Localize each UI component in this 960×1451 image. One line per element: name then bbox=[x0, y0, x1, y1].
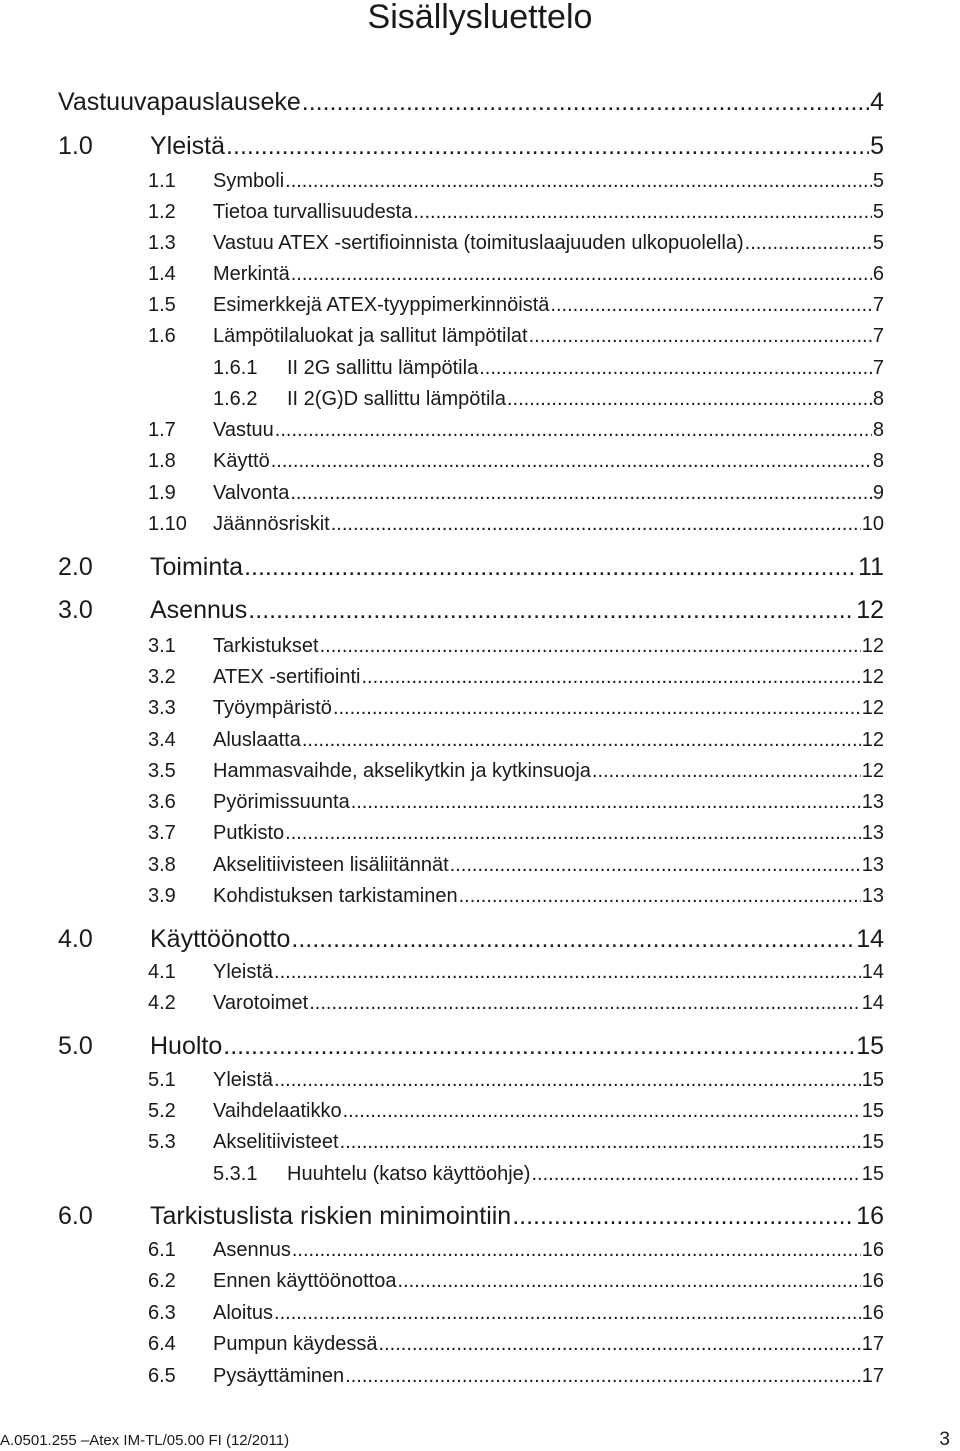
toc-entry-number: 1.9 bbox=[148, 482, 176, 504]
toc-entry[interactable] bbox=[148, 958, 884, 986]
toc-entry-number: 6.0 bbox=[58, 1202, 93, 1230]
toc-entry-page: 13 bbox=[861, 885, 884, 907]
toc-entry-page: 15 bbox=[856, 1032, 884, 1060]
toc-entry-title: Vaihdelaatikko bbox=[213, 1100, 342, 1122]
toc-entry[interactable] bbox=[148, 757, 884, 785]
toc-entry-page: 7 bbox=[872, 357, 884, 379]
toc-entry-number: 4.1 bbox=[148, 961, 176, 983]
toc-entry-title: Aluslaatta bbox=[213, 729, 301, 751]
toc-entry-number: 4.0 bbox=[58, 925, 93, 953]
toc-entry[interactable] bbox=[148, 694, 884, 722]
toc-entry-page: 10 bbox=[861, 513, 884, 535]
toc-entry-number: 1.1 bbox=[148, 170, 176, 192]
toc-entry-title: Hammasvaihde, akselikytkin ja kytkinsuoja bbox=[213, 760, 591, 782]
toc-entry-page: 4 bbox=[870, 88, 884, 116]
toc-leader-dots bbox=[274, 958, 861, 986]
toc-entry-page: 6 bbox=[872, 263, 884, 285]
toc-leader-dots bbox=[285, 819, 861, 847]
toc-entry-page: 9 bbox=[872, 482, 884, 504]
toc-entry[interactable] bbox=[148, 726, 884, 754]
toc-entry-number: 1.4 bbox=[148, 263, 176, 285]
toc-entry-page: 5 bbox=[872, 170, 884, 192]
toc-entry[interactable] bbox=[58, 593, 884, 627]
toc-entry-title: Työympäristö bbox=[213, 697, 332, 719]
toc-leader-dots bbox=[244, 550, 857, 584]
toc-entry[interactable] bbox=[148, 632, 884, 660]
toc-entry-title: Yleistä bbox=[213, 1069, 274, 1091]
toc-entry-page: 13 bbox=[861, 791, 884, 813]
toc-leader-dots bbox=[450, 851, 861, 879]
toc-entry-number: 6.5 bbox=[148, 1365, 176, 1387]
toc-entry-number: 1.5 bbox=[148, 294, 176, 316]
toc-entry-title: Toiminta bbox=[150, 553, 244, 581]
toc-entry-title: Akselitiivisteet bbox=[213, 1131, 339, 1153]
toc-entry-title: Varotoimet bbox=[213, 992, 309, 1014]
toc-leader-dots bbox=[223, 1029, 855, 1063]
toc-entry-number: 3.8 bbox=[148, 854, 176, 876]
toc-entry-page: 8 bbox=[872, 419, 884, 441]
toc-leader-dots bbox=[248, 593, 855, 627]
toc-leader-dots bbox=[340, 1128, 861, 1156]
toc-entry[interactable] bbox=[148, 1066, 884, 1094]
toc-entry[interactable] bbox=[213, 385, 884, 413]
toc-entry-page: 14 bbox=[861, 961, 884, 983]
toc-entry-title: Pumpun käydessä bbox=[213, 1333, 378, 1355]
toc-entry[interactable] bbox=[58, 1029, 884, 1063]
toc-entry-page: 8 bbox=[872, 450, 884, 472]
toc-leader-dots bbox=[333, 694, 861, 722]
toc-entry[interactable] bbox=[148, 1128, 884, 1156]
toc-leader-dots bbox=[459, 882, 861, 910]
toc-entry-page: 14 bbox=[861, 992, 884, 1014]
toc-leader-dots bbox=[512, 1199, 855, 1233]
toc-entry-title: Tarkistukset bbox=[213, 635, 319, 657]
toc-entry-page: 12 bbox=[861, 697, 884, 719]
toc-entry[interactable] bbox=[148, 989, 884, 1017]
toc-leader-dots bbox=[309, 989, 861, 1017]
toc-entry-title: Huolto bbox=[150, 1032, 223, 1060]
toc-entry-number: 3.2 bbox=[148, 666, 176, 688]
toc-entry-number: 3.7 bbox=[148, 822, 176, 844]
toc-entry-title: Aloitus bbox=[213, 1302, 274, 1324]
toc-entry-title: Vastuu ATEX -sertifioinnista (toimituslaajuuden ulkopuolella) bbox=[213, 232, 744, 254]
toc-entry-title: Tietoa turvallisuudesta bbox=[213, 201, 413, 223]
toc-entry-number: 1.6.2 bbox=[213, 388, 258, 410]
toc-entry-number: 3.3 bbox=[148, 697, 176, 719]
toc-leader-dots bbox=[550, 291, 871, 319]
toc-entry[interactable] bbox=[58, 1199, 884, 1233]
toc-entry[interactable] bbox=[148, 851, 884, 879]
toc-entry-title: Ennen käyttöönottoa bbox=[213, 1270, 397, 1292]
toc-leader-dots bbox=[302, 85, 869, 119]
toc-entry-page: 15 bbox=[861, 1069, 884, 1091]
toc-entry[interactable] bbox=[148, 291, 884, 319]
toc-leader-dots bbox=[531, 1160, 860, 1188]
toc-entry[interactable] bbox=[148, 788, 884, 816]
toc-entry-number: 5.0 bbox=[58, 1032, 93, 1060]
toc-entry-page: 17 bbox=[861, 1333, 884, 1355]
toc-entry[interactable] bbox=[148, 510, 884, 538]
toc-entry-number: 3.4 bbox=[148, 729, 176, 751]
toc-leader-dots bbox=[351, 788, 861, 816]
toc-entry[interactable] bbox=[148, 167, 884, 195]
toc-leader-dots bbox=[291, 260, 872, 288]
toc-entry-number: 5.1 bbox=[148, 1069, 176, 1091]
toc-entry-title: Merkintä bbox=[213, 263, 290, 285]
toc-leader-dots bbox=[226, 129, 869, 163]
toc-entry-page: 12 bbox=[861, 729, 884, 751]
toc-entry-page: 12 bbox=[861, 666, 884, 688]
toc-leader-dots bbox=[290, 479, 872, 507]
toc-entry-title: Tarkistuslista riskien minimointiin bbox=[150, 1202, 512, 1230]
toc-leader-dots bbox=[292, 1236, 861, 1264]
toc-entry-number: 3.9 bbox=[148, 885, 176, 907]
toc-entry-page: 13 bbox=[861, 822, 884, 844]
toc-entry-title: Putkisto bbox=[213, 822, 285, 844]
toc-entry-number: 5.2 bbox=[148, 1100, 176, 1122]
toc-entry-number: 1.8 bbox=[148, 450, 176, 472]
toc-entry[interactable] bbox=[58, 922, 884, 956]
toc-entry-page: 16 bbox=[861, 1239, 884, 1261]
toc-leader-dots bbox=[274, 1299, 861, 1327]
toc-entry-number: 4.2 bbox=[148, 992, 176, 1014]
toc-entry-title: Käyttöönotto bbox=[150, 925, 291, 953]
toc-entry-number: 5.3 bbox=[148, 1131, 176, 1153]
toc-entry[interactable] bbox=[148, 229, 884, 257]
toc-entry-page: 15 bbox=[861, 1163, 884, 1185]
toc-entry-page: 5 bbox=[870, 132, 884, 160]
toc-leader-dots bbox=[302, 726, 861, 754]
toc-entry[interactable] bbox=[213, 1160, 884, 1188]
toc-entry[interactable] bbox=[58, 129, 884, 163]
toc-leader-dots bbox=[379, 1330, 861, 1358]
toc-entry-title: Symboli bbox=[213, 170, 285, 192]
toc-entry-title: Asennus bbox=[150, 596, 248, 624]
toc-leader-dots bbox=[331, 510, 861, 538]
toc-entry-title: Vastuuvapauslauseke bbox=[58, 88, 301, 116]
toc-entry-title: Kohdistuksen tarkistaminen bbox=[213, 885, 458, 907]
toc-entry-number: 3.6 bbox=[148, 791, 176, 813]
toc-entry-number: 6.4 bbox=[148, 1333, 176, 1355]
toc-entry-page: 7 bbox=[872, 325, 884, 347]
toc-leader-dots bbox=[479, 354, 872, 382]
toc-entry-number: 3.1 bbox=[148, 635, 176, 657]
toc-leader-dots bbox=[275, 416, 872, 444]
toc-entry-page: 14 bbox=[856, 925, 884, 953]
toc-entry[interactable] bbox=[148, 1299, 884, 1327]
toc-entry-title: Pyörimissuunta bbox=[213, 791, 350, 813]
toc-entry-title: Lämpötilaluokat ja sallitut lämpötilat bbox=[213, 325, 528, 347]
toc-leader-dots bbox=[271, 447, 872, 475]
toc-leader-dots bbox=[274, 1066, 861, 1094]
toc-entry-title: II 2G sallittu lämpötila bbox=[287, 357, 479, 379]
footer-page-number: 3 bbox=[939, 1429, 950, 1450]
toc-entry[interactable] bbox=[148, 1097, 884, 1125]
toc-entry[interactable] bbox=[148, 1267, 884, 1295]
toc-leader-dots bbox=[291, 922, 855, 956]
toc-leader-dots bbox=[507, 385, 872, 413]
toc-entry-number: 1.7 bbox=[148, 419, 176, 441]
toc-entry-title: Yleistä bbox=[150, 132, 226, 160]
toc-leader-dots bbox=[397, 1267, 860, 1295]
toc-entry-number: 6.3 bbox=[148, 1302, 176, 1324]
footer-document-id: A.0501.255 –Atex IM-TL/05.00 FI (12/2011) bbox=[0, 1432, 290, 1449]
toc-entry[interactable] bbox=[58, 85, 884, 119]
toc-entry-page: 11 bbox=[858, 553, 884, 581]
toc-entry[interactable] bbox=[148, 882, 884, 910]
toc-entry-number: 6.1 bbox=[148, 1239, 176, 1261]
toc-entry-page: 13 bbox=[861, 854, 884, 876]
toc-leader-dots bbox=[320, 632, 861, 660]
toc-entry[interactable] bbox=[148, 479, 884, 507]
toc-entry-title: Akselitiivisteen lisäliitännät bbox=[213, 854, 449, 876]
toc-entry[interactable] bbox=[213, 354, 884, 382]
toc-entry-title: Vastuu bbox=[213, 419, 274, 441]
toc-entry[interactable] bbox=[148, 260, 884, 288]
toc-entry-page: 12 bbox=[861, 635, 884, 657]
toc-leader-dots bbox=[529, 322, 872, 350]
toc-leader-dots bbox=[361, 663, 860, 691]
toc-entry-title: Huuhtelu (katso käyttöohje) bbox=[287, 1163, 531, 1185]
toc-entry-page: 15 bbox=[861, 1100, 884, 1122]
toc-entry[interactable] bbox=[148, 819, 884, 847]
toc-entry[interactable] bbox=[148, 1236, 884, 1264]
toc-entry-number: 3.0 bbox=[58, 596, 93, 624]
toc-entry-title: Esimerkkejä ATEX-tyyppimerkinnöistä bbox=[213, 294, 550, 316]
page-title: Sisällysluettelo bbox=[367, 0, 593, 36]
toc-entry-number: 3.5 bbox=[148, 760, 176, 782]
toc-leader-dots bbox=[343, 1097, 861, 1125]
toc-entry-page: 7 bbox=[872, 294, 884, 316]
toc-entry[interactable] bbox=[148, 1330, 884, 1358]
toc-entry-number: 1.0 bbox=[58, 132, 93, 160]
toc-entry-page: 16 bbox=[861, 1270, 884, 1292]
toc-entry-title: Yleistä bbox=[213, 961, 274, 983]
toc-entry-number: 1.6 bbox=[148, 325, 176, 347]
toc-entry-title: Pysäyttäminen bbox=[213, 1365, 345, 1387]
toc-leader-dots bbox=[592, 757, 861, 785]
toc-entry-title: ATEX -sertifiointi bbox=[213, 666, 361, 688]
toc-entry-page: 17 bbox=[861, 1365, 884, 1387]
toc-entry[interactable] bbox=[148, 663, 884, 691]
toc-entry-page: 16 bbox=[861, 1302, 884, 1324]
toc-leader-dots bbox=[345, 1362, 861, 1390]
toc-entry-number: 2.0 bbox=[58, 553, 93, 581]
toc-entry-page: 16 bbox=[856, 1202, 884, 1230]
toc-leader-dots bbox=[285, 167, 872, 195]
toc-entry-number: 1.3 bbox=[148, 232, 176, 254]
toc-entry-page: 12 bbox=[856, 596, 884, 624]
toc-entry-number: 1.10 bbox=[148, 513, 187, 535]
toc-entry-title: II 2(G)D sallittu lämpötila bbox=[287, 388, 506, 410]
toc-entry-number: 6.2 bbox=[148, 1270, 176, 1292]
toc-entry[interactable] bbox=[58, 550, 884, 584]
toc-entry-page: 8 bbox=[872, 388, 884, 410]
toc-entry[interactable] bbox=[148, 447, 884, 475]
toc-entry-page: 5 bbox=[872, 232, 884, 254]
toc-entry-number: 5.3.1 bbox=[213, 1163, 258, 1185]
toc-entry-number: 1.2 bbox=[148, 201, 176, 223]
toc-entry-page: 15 bbox=[861, 1131, 884, 1153]
toc-entry-number: 1.6.1 bbox=[213, 357, 258, 379]
toc-entry[interactable] bbox=[148, 322, 884, 350]
toc-entry-title: Asennus bbox=[213, 1239, 291, 1261]
toc-entry[interactable] bbox=[148, 1362, 884, 1390]
toc-entry[interactable] bbox=[148, 198, 884, 226]
toc-entry-title: Jäännösriskit bbox=[213, 513, 330, 535]
toc-entry-page: 5 bbox=[872, 201, 884, 223]
toc-leader-dots bbox=[745, 229, 872, 257]
toc-entry-page: 12 bbox=[861, 760, 884, 782]
toc-entry-title: Käyttö bbox=[213, 450, 270, 472]
toc-entry-title: Valvonta bbox=[213, 482, 290, 504]
toc-entry[interactable] bbox=[148, 416, 884, 444]
toc-leader-dots bbox=[413, 198, 872, 226]
